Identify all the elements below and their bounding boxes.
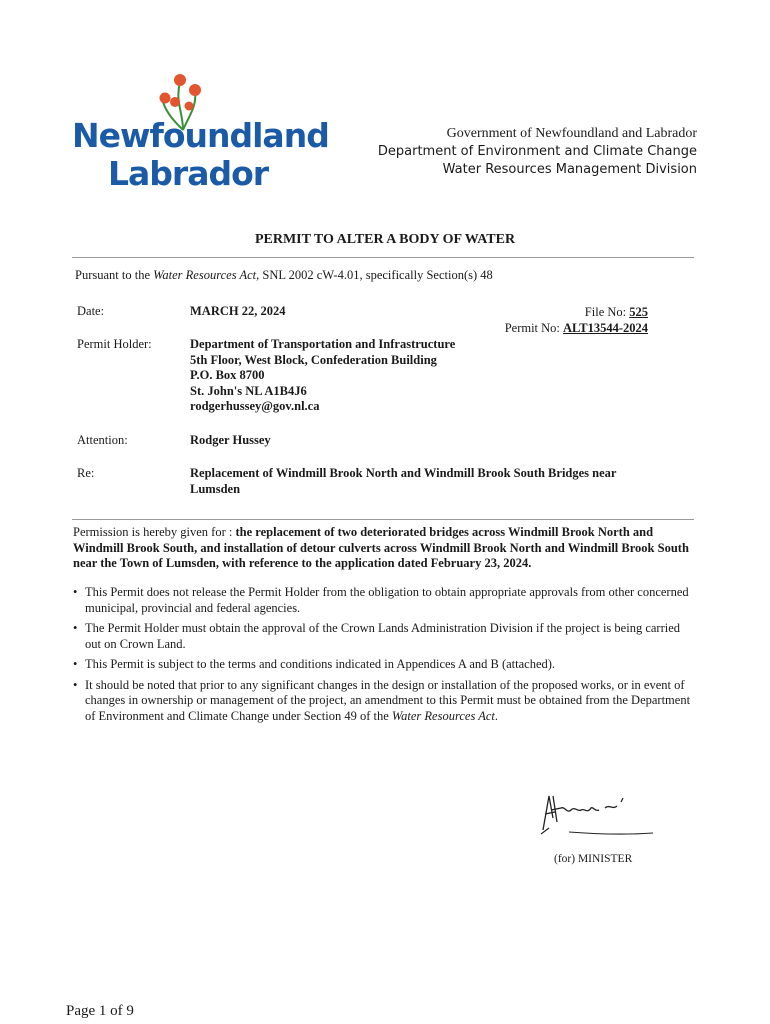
act-name: Water Resources Act [391,708,495,723]
signature-caption: (for) MINISTER [554,853,633,865]
list-item [73,678,698,725]
holder-line: Department of Transportation and Infrastructure [190,337,456,351]
logo-wordmark-line2: Labrador [108,154,269,193]
file-number: 525 [629,305,648,319]
holder-line: 5th Floor, West Block, Confederation Building [190,352,437,367]
bullet-icon: • [73,621,78,635]
date-value: MARCH 22, 2024 [190,304,286,318]
bullet-icon: • [73,657,78,671]
list-item [73,657,698,673]
department-header [378,125,697,179]
list-item-text: It should be noted that prior to any significant changes in the design or installation of the proposed works, or in event of changes in ownership or management of the project, an amendment to this Permit must be obtained from the Department of Environment and Climate Change under Section 49 of the [85,677,691,723]
list-item-text-end: . [494,708,498,723]
permit-number-row [505,320,648,336]
file-info [505,304,648,336]
permit-number-label: Permit No: [504,321,564,335]
re-line: Lumsden [190,481,241,496]
list-item-text: The Permit Holder must obtain the approval of the Crown Lands Administration Division if the project is being carried out on Crown Land. [85,621,681,651]
permission-statement [73,525,698,572]
file-number-row [505,304,648,320]
newfoundland-labrador-logo [70,72,329,193]
holder-line: St. John's NL A1B4J6 [190,383,307,398]
re-line: Replacement of Windmill Brook North and Windmill Brook South Bridges near [190,466,617,480]
list-item [73,621,698,652]
divider [72,519,694,520]
page-number: Page 1 of 9 [66,1003,134,1019]
department-name: Department of Environment and Climate Change [377,144,697,159]
bullet-icon: • [73,677,78,692]
permission-text: the replacement of two deteriorated bridges across Windmill Brook North and Windmill Brook South, and installation of detour culverts across Windmill Brook North and Windmill Brook South near the Town of Lumsden, with reference to the application dated February 23, 2024. [73,525,689,570]
permit-holder-address [190,337,455,415]
date-label: Date: [77,304,105,318]
list-item-text: This Permit is subject to the terms and conditions indicated in Appendices A and B (attached). [85,657,556,671]
division-name: Water Resources Management Division [442,162,697,177]
handwritten-signature [535,788,660,843]
pursuant-suffix: , SNL 2002 cW-4.01, specifically Section(s) 48 [256,268,493,282]
permit-holder-label: Permit Holder: [77,337,152,351]
conditions-list [73,585,698,729]
file-number-label: File No: [584,305,630,319]
attention-value: Rodger Hussey [190,433,271,447]
list-item [73,585,698,616]
re-value [190,466,616,497]
holder-email[interactable]: rodgerhussey@gov.nl.ca [190,399,320,413]
re-label: Re: [77,466,95,480]
document-title: PERMIT TO ALTER A BODY OF WATER [254,232,516,247]
permission-prefix: Permission is hereby given for : [73,525,236,539]
logo-wordmark-line1: Newfoundland [72,116,329,155]
list-item-text: This Permit does not release the Permit Holder from the obligation to obtain appropriate approvals from other concerned municipal, provincial and federal agencies. [85,585,689,615]
permit-number: ALT13544-2024 [563,321,648,335]
pursuant-prefix: Pursuant to the [75,268,154,282]
attention-label: Attention: [77,433,128,447]
pursuant-statement [75,268,493,283]
divider [72,257,694,258]
bullet-icon: • [73,585,78,599]
pursuant-act: Water Resources Act [153,268,257,282]
government-name: Government of Newfoundland and Labrador [446,126,697,141]
holder-line: P.O. Box 8700 [190,368,265,382]
